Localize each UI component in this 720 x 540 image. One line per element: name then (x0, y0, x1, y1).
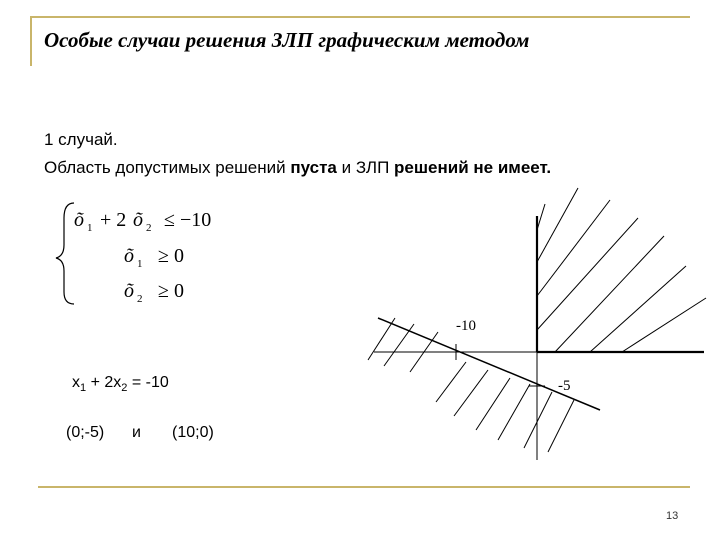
sys-r1-var1: õ (74, 209, 84, 231)
desc-bold1: пуста (290, 158, 337, 177)
sys-r2-sub: 1 (137, 258, 143, 270)
desc-part1: Область допустимых решений (44, 158, 291, 177)
sys-r1-plus: + 2 (100, 209, 127, 231)
eq-x1: x (72, 374, 80, 391)
eq-rhs: = -10 (127, 374, 169, 391)
point-1: (0;-5) (66, 424, 105, 441)
hatch-first-quadrant (537, 188, 706, 352)
slide-title: Особые случаи решения ЗЛП графическим методом (44, 28, 530, 52)
page-number: 13 (666, 510, 679, 522)
sys-r3-sub: 2 (137, 293, 143, 305)
desc-bold2: решений не имеет. (394, 158, 552, 177)
constraint-line (378, 318, 600, 410)
label-x-minus10: -10 (456, 318, 476, 334)
sys-r2-rel: ≥ 0 (158, 245, 184, 267)
sys-r3-var: õ (124, 280, 134, 302)
sys-r3-rel: ≥ 0 (158, 280, 184, 302)
label-y-minus5: -5 (558, 378, 571, 394)
sys-r1-rel: ≤ −10 (164, 209, 212, 231)
hatch-constraint (368, 318, 574, 452)
sys-r1-var2: õ (133, 209, 143, 231)
sys-r1-sub1: 1 (87, 222, 93, 234)
sys-r2-var: õ (124, 245, 134, 267)
eq-sub1: 1 (80, 382, 87, 395)
eq-sub2: 2 (121, 382, 128, 395)
desc-part2: и ЗЛП (336, 158, 395, 177)
system-brace (56, 203, 74, 304)
eq-mid: + 2x (86, 374, 122, 391)
points-conjunction: и (132, 424, 141, 441)
bottom-rule (38, 486, 690, 488)
case-label: 1 случай. (44, 130, 118, 149)
line-equation (72, 374, 169, 394)
point-2: (10;0) (172, 424, 214, 441)
sys-r1-sub2: 2 (146, 222, 152, 234)
